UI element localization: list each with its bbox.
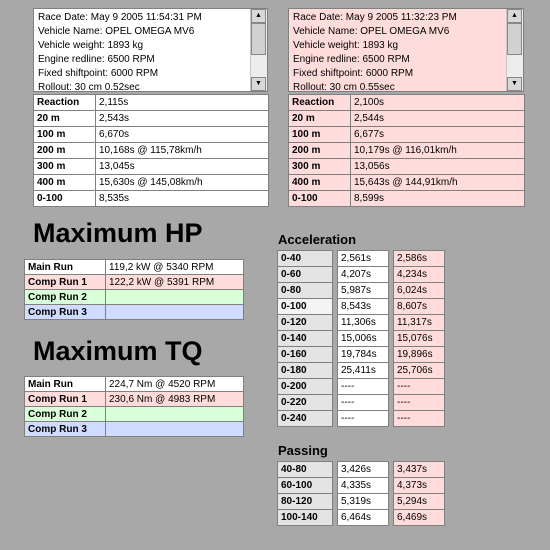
range-label: 0-160 — [278, 347, 333, 363]
run-label: Comp Run 3 — [25, 422, 106, 437]
table-row — [34, 159, 269, 175]
run-value: 230,6 Nm @ 4983 RPM — [106, 392, 244, 407]
table-row — [278, 267, 445, 283]
result-label: 100 m — [34, 127, 96, 143]
range-label: 0-80 — [278, 283, 333, 299]
range-label: 0-240 — [278, 411, 333, 427]
scroll-down-icon[interactable]: ▼ — [251, 77, 266, 91]
range-label: 80-120 — [278, 494, 333, 510]
result-value: 2,115s — [96, 95, 269, 111]
comp-run-time: 3,437s — [394, 462, 445, 478]
run-value — [106, 305, 244, 320]
comp-run-time: 19,896s — [394, 347, 445, 363]
comp-run-time: 5,294s — [394, 494, 445, 510]
result-label: Reaction — [34, 95, 96, 111]
comp-run-info-box[interactable] — [288, 8, 524, 92]
range-label: 0-120 — [278, 315, 333, 331]
main-run-time: 3,426s — [338, 462, 389, 478]
main-run-time: 5,319s — [338, 494, 389, 510]
table-row — [278, 411, 445, 427]
info-line: Fixed shiftpoint: 6000 RPM — [38, 68, 159, 79]
result-label: 200 m — [34, 143, 96, 159]
result-label: Reaction — [289, 95, 351, 111]
table-row — [34, 175, 269, 191]
table-row — [34, 111, 269, 127]
table-row — [278, 363, 445, 379]
comp-run-time: ---- — [394, 379, 445, 395]
range-label: 60-100 — [278, 478, 333, 494]
range-label: 100-140 — [278, 510, 333, 526]
info-line: Engine redline: 6500 RPM — [293, 54, 410, 65]
info-line: Vehicle weight: 1893 kg — [38, 40, 144, 51]
table-row — [34, 127, 269, 143]
range-label: 40-80 — [278, 462, 333, 478]
result-label: 0-100 — [34, 191, 96, 207]
comp-run-time: 25,706s — [394, 363, 445, 379]
comp-run-time: 6,024s — [394, 283, 445, 299]
comp-run-time: 6,469s — [394, 510, 445, 526]
table-row — [278, 379, 445, 395]
result-label: 200 m — [289, 143, 351, 159]
run-value: 119,2 kW @ 5340 RPM — [106, 260, 244, 275]
range-label: 0-180 — [278, 363, 333, 379]
vertical-scrollbar[interactable] — [506, 9, 523, 91]
table-row — [25, 305, 244, 320]
table-row — [278, 510, 445, 526]
result-value: 2,544s — [351, 111, 525, 127]
table-row — [289, 175, 525, 191]
table-row — [278, 347, 445, 363]
table-row — [278, 331, 445, 347]
info-line: Fixed shiftpoint: 6000 RPM — [293, 68, 414, 79]
comp-run-time: 11,317s — [394, 315, 445, 331]
main-run-time: 11,306s — [338, 315, 389, 331]
range-label: 0-100 — [278, 299, 333, 315]
table-row — [278, 299, 445, 315]
table-row — [289, 159, 525, 175]
table-row — [25, 377, 244, 392]
range-label: 0-200 — [278, 379, 333, 395]
result-value: 15,643s @ 144,91km/h — [351, 175, 525, 191]
comp-run-time: 4,373s — [394, 478, 445, 494]
table-row — [278, 395, 445, 411]
scrollbar-thumb[interactable] — [251, 23, 266, 55]
result-label: 0-100 — [289, 191, 351, 207]
run-label: Comp Run 2 — [25, 290, 106, 305]
range-label: 0-60 — [278, 267, 333, 283]
run-label: Comp Run 1 — [25, 275, 106, 290]
info-line: Vehicle weight: 1893 kg — [293, 40, 399, 51]
run-label: Comp Run 2 — [25, 407, 106, 422]
table-row — [278, 315, 445, 331]
max-hp-table — [24, 259, 244, 320]
table-row — [278, 283, 445, 299]
passing-table — [277, 461, 445, 526]
table-row — [25, 392, 244, 407]
main-run-time: 19,784s — [338, 347, 389, 363]
main-run-time: 15,006s — [338, 331, 389, 347]
scroll-up-icon[interactable]: ▲ — [251, 9, 266, 23]
table-row — [278, 462, 445, 478]
info-line: Rollout: 30 cm 0.55sec — [293, 82, 395, 92]
run-value — [106, 422, 244, 437]
info-line: Vehicle Name: OPEL OMEGA MV6 — [293, 26, 450, 37]
run-value — [106, 407, 244, 422]
acceleration-table — [277, 250, 445, 427]
result-value: 13,045s — [96, 159, 269, 175]
result-value: 8,535s — [96, 191, 269, 207]
table-row — [289, 143, 525, 159]
max-hp-title: Maximum HP — [33, 218, 203, 248]
max-tq-table — [24, 376, 244, 437]
table-row — [25, 275, 244, 290]
table-row — [25, 260, 244, 275]
result-label: 400 m — [34, 175, 96, 191]
range-label: 0-40 — [278, 251, 333, 267]
table-row — [278, 494, 445, 510]
table-row — [278, 251, 445, 267]
table-row — [289, 95, 525, 111]
table-row — [278, 478, 445, 494]
acceleration-title: Acceleration — [278, 232, 357, 247]
result-value: 6,670s — [96, 127, 269, 143]
info-line: Rollout: 30 cm 0.52sec — [38, 82, 140, 92]
table-row — [34, 95, 269, 111]
main-run-results-table — [33, 94, 269, 207]
comp-run-results-table — [288, 94, 525, 207]
passing-title: Passing — [278, 443, 328, 458]
table-row — [25, 422, 244, 437]
info-line: Race Date: May 9 2005 11:32:23 PM — [293, 12, 457, 23]
comp-run-time: ---- — [394, 395, 445, 411]
result-value: 6,677s — [351, 127, 525, 143]
info-line: Race Date: May 9 2005 11:54:31 PM — [38, 12, 202, 23]
vertical-scrollbar[interactable] — [250, 9, 267, 91]
run-value: 122,2 kW @ 5391 RPM — [106, 275, 244, 290]
main-run-time: 25,411s — [338, 363, 389, 379]
main-run-info-lines — [38, 11, 249, 92]
run-value: 224,7 Nm @ 4520 RPM — [106, 377, 244, 392]
result-label: 20 m — [289, 111, 351, 127]
run-label: Comp Run 1 — [25, 392, 106, 407]
table-row — [289, 127, 525, 143]
result-value: 2,543s — [96, 111, 269, 127]
table-row — [289, 111, 525, 127]
result-label: 20 m — [34, 111, 96, 127]
table-row — [34, 143, 269, 159]
info-line: Engine redline: 6500 RPM — [38, 54, 155, 65]
comp-run-time: 4,234s — [394, 267, 445, 283]
table-row — [25, 407, 244, 422]
run-label: Comp Run 3 — [25, 305, 106, 320]
table-row — [34, 191, 269, 207]
range-label: 0-140 — [278, 331, 333, 347]
run-label: Main Run — [25, 377, 106, 392]
main-run-time: 5,987s — [338, 283, 389, 299]
main-run-info-box[interactable] — [33, 8, 268, 92]
main-run-time: 4,207s — [338, 267, 389, 283]
result-label: 100 m — [289, 127, 351, 143]
result-value: 15,630s @ 145,08km/h — [96, 175, 269, 191]
result-value: 10,179s @ 116,01km/h — [351, 143, 525, 159]
scrollbar-thumb[interactable] — [507, 23, 522, 55]
main-run-time: ---- — [338, 411, 389, 427]
scroll-up-icon[interactable]: ▲ — [507, 9, 522, 23]
main-run-time: ---- — [338, 379, 389, 395]
result-label: 300 m — [289, 159, 351, 175]
main-run-time: 8,543s — [338, 299, 389, 315]
range-label: 0-220 — [278, 395, 333, 411]
result-value: 8,599s — [351, 191, 525, 207]
comp-run-time: ---- — [394, 411, 445, 427]
info-line: Vehicle Name: OPEL OMEGA MV6 — [38, 26, 195, 37]
comp-run-info-lines — [293, 11, 505, 92]
run-value — [106, 290, 244, 305]
result-label: 400 m — [289, 175, 351, 191]
main-run-time: ---- — [338, 395, 389, 411]
table-row — [25, 290, 244, 305]
main-run-time: 6,464s — [338, 510, 389, 526]
comp-run-time: 8,607s — [394, 299, 445, 315]
run-label: Main Run — [25, 260, 106, 275]
main-run-time: 4,335s — [338, 478, 389, 494]
table-row — [289, 191, 525, 207]
main-run-time: 2,561s — [338, 251, 389, 267]
result-value: 10,168s @ 115,78km/h — [96, 143, 269, 159]
result-value: 13,056s — [351, 159, 525, 175]
comp-run-time: 15,076s — [394, 331, 445, 347]
result-label: 300 m — [34, 159, 96, 175]
scroll-down-icon[interactable]: ▼ — [507, 77, 522, 91]
max-tq-title: Maximum TQ — [33, 336, 203, 366]
result-value: 2,100s — [351, 95, 525, 111]
comp-run-time: 2,586s — [394, 251, 445, 267]
